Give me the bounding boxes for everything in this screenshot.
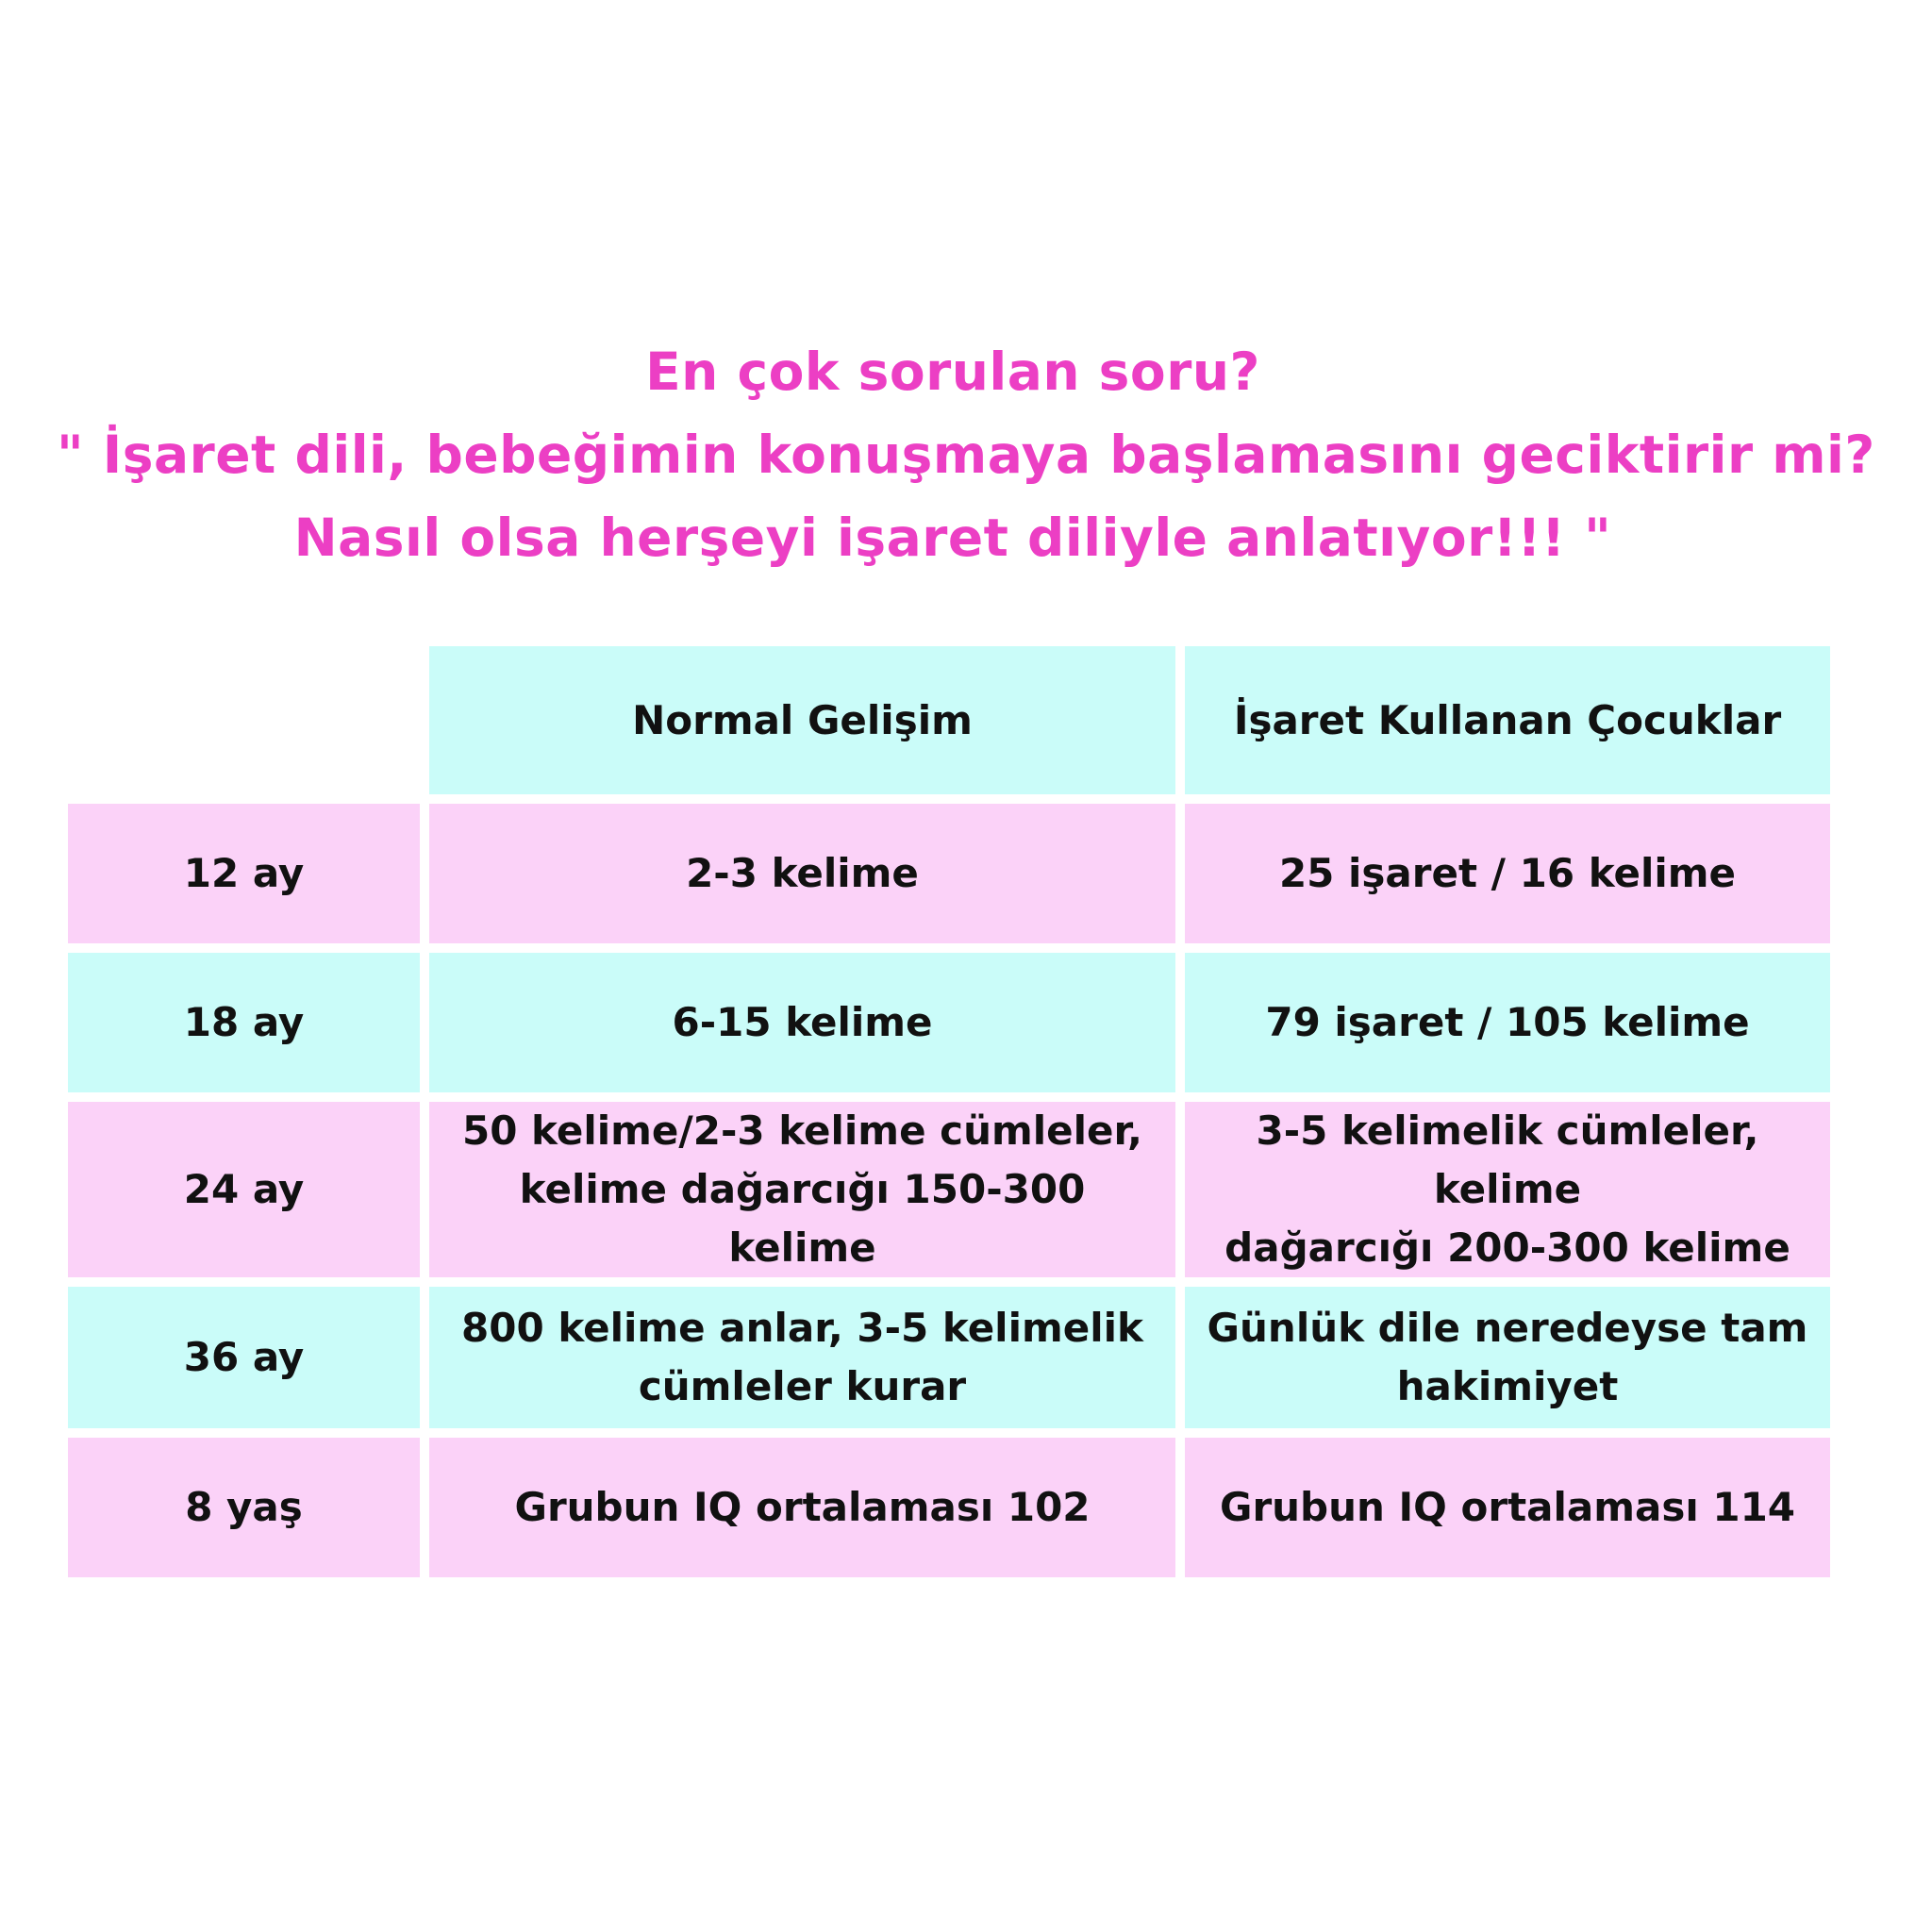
sign-value: 79 işaret / 105 kelime <box>1265 999 1750 1045</box>
table-row <box>68 804 1830 943</box>
page-heading <box>57 330 1875 579</box>
normal-cell <box>429 1102 1175 1277</box>
age-label: 8 yaş <box>185 1484 303 1530</box>
heading-line-1: En çok sorulan soru? <box>645 341 1260 402</box>
normal-cell <box>429 1438 1175 1577</box>
sign-value-line-2: hakimiyet <box>1396 1363 1619 1409</box>
age-label: 24 ay <box>183 1166 305 1212</box>
table-row <box>68 1102 1830 1277</box>
normal-cell <box>429 804 1175 943</box>
table-row <box>68 953 1830 1092</box>
age-cell <box>68 1102 420 1277</box>
age-cell <box>68 1287 420 1428</box>
sign-value-line-2: dağarcığı 200-300 kelime <box>1224 1224 1790 1271</box>
sign-value: Grubun IQ ortalaması 114 <box>1219 1484 1796 1530</box>
normal-value-line-1: 800 kelime anlar, 3-5 kelimelik <box>461 1305 1143 1351</box>
normal-cell <box>429 953 1175 1092</box>
age-cell <box>68 953 420 1092</box>
table-row <box>68 1287 1830 1428</box>
table-header-row <box>68 646 1830 794</box>
normal-value-line-2: kelime dağarcığı 150-300 kelime <box>519 1166 1086 1271</box>
sign-cell <box>1185 1287 1830 1428</box>
age-cell <box>68 804 420 943</box>
age-label: 36 ay <box>183 1334 305 1380</box>
sign-value-line-1: 3-5 kelimelik cümleler, kelime <box>1256 1108 1759 1212</box>
header-normal-cell <box>429 646 1175 794</box>
header-empty-cell <box>68 646 420 794</box>
sign-cell <box>1185 1438 1830 1577</box>
heading-line-3: Nasıl olsa herşeyi işaret diliyle anlatıyor!!! " <box>293 508 1612 568</box>
sign-cell <box>1185 953 1830 1092</box>
age-cell <box>68 1438 420 1577</box>
header-sign-label: İşaret Kullanan Çocuklar <box>1233 696 1782 743</box>
comparison-table <box>58 637 1840 1587</box>
normal-cell <box>429 1287 1175 1428</box>
normal-value-line-2: cümleler kurar <box>638 1363 967 1409</box>
normal-value: 2-3 kelime <box>686 850 919 896</box>
sign-value: 25 işaret / 16 kelime <box>1278 850 1737 896</box>
table-row <box>68 1438 1830 1577</box>
heading-line-2: " İşaret dili, bebeğimin konuşmaya başlamasını geciktirir mi? <box>57 425 1875 485</box>
normal-value: 6-15 kelime <box>672 999 933 1045</box>
header-sign-cell <box>1185 646 1830 794</box>
age-label: 12 ay <box>183 850 305 896</box>
sign-value-line-1: Günlük dile neredeyse tam <box>1207 1305 1808 1351</box>
sign-cell <box>1185 1102 1830 1277</box>
normal-value: Grubun IQ ortalaması 102 <box>514 1484 1091 1530</box>
sign-cell <box>1185 804 1830 943</box>
normal-value-line-1: 50 kelime/2-3 kelime cümleler, <box>461 1108 1142 1154</box>
header-normal-label: Normal Gelişim <box>632 696 973 743</box>
age-label: 18 ay <box>183 999 305 1045</box>
